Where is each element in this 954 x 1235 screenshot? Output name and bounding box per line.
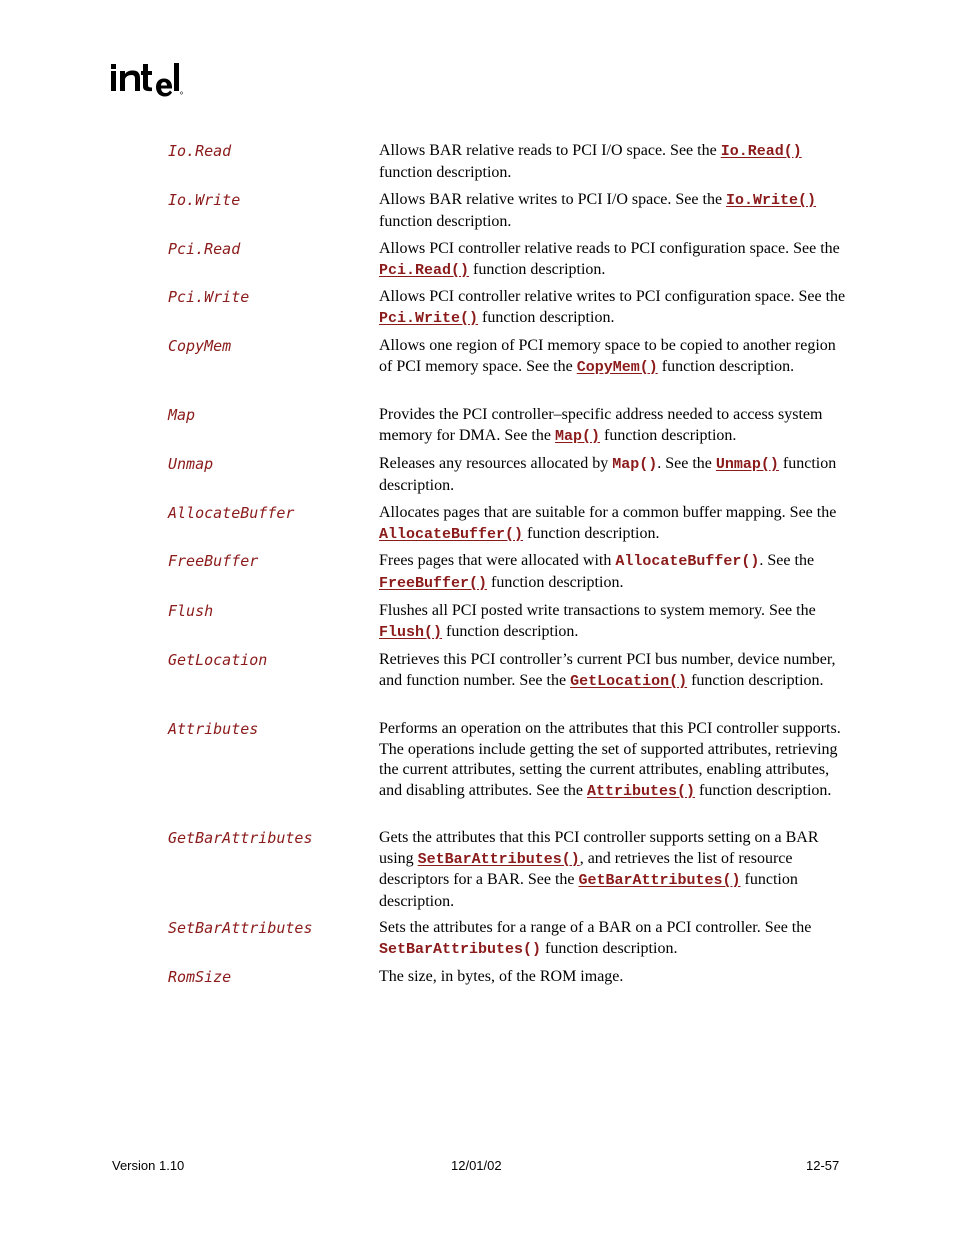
function-link[interactable]: Pci.Read()	[379, 261, 470, 279]
function-link[interactable]: Flush()	[379, 623, 443, 641]
field-name: Map	[168, 406, 196, 424]
field-name: RomSize	[168, 968, 232, 986]
function-link[interactable]: GetBarAttributes()	[578, 872, 741, 889]
function-link[interactable]: Io.Write()	[726, 192, 817, 209]
function-link[interactable]: Io.Read()	[720, 143, 802, 160]
field-description	[379, 719, 849, 802]
field-name: Io.Read	[168, 142, 232, 160]
field-description	[379, 967, 849, 988]
field-description	[379, 650, 849, 692]
field-description	[379, 405, 849, 447]
description-text: Allows BAR relative writes to PCI I/O space. See the	[379, 191, 727, 208]
description-text: function description.	[541, 939, 678, 957]
description-text: Allows one region of PCI memory space to be copied to another region of PCI memory space. See the	[379, 337, 836, 375]
description-text: Frees pages that were allocated with	[379, 552, 616, 569]
description-text: function description.	[379, 871, 798, 910]
description-text: function description.	[442, 622, 579, 640]
function-link[interactable]: Unmap()	[715, 456, 779, 473]
description-text: function description.	[694, 781, 832, 799]
field-description	[379, 141, 849, 183]
field-name: GetBarAttributes	[168, 829, 313, 847]
field-description	[379, 918, 849, 960]
field-name: FreeBuffer	[168, 552, 259, 570]
description-text: Flushes all PCI posted write transactions to system memory. See the	[379, 602, 816, 619]
function-link[interactable]: Map()	[554, 427, 600, 445]
description-text: Provides the PCI controller–specific address needed to access system memory for DMA. See the	[379, 406, 823, 444]
intel-logo	[110, 56, 184, 102]
function-link[interactable]: Attributes()	[586, 782, 695, 800]
field-name: GetLocation	[168, 651, 268, 669]
description-text: Gets the attributes that this PCI controller supports setting on a BAR using	[379, 829, 819, 867]
footer-date: 12/01/02	[451, 1158, 502, 1173]
field-description	[379, 190, 849, 232]
footer-version: Version 1.10	[112, 1158, 185, 1173]
description-text: Releases any resources allocated by	[379, 455, 613, 472]
field-name: AllocateBuffer	[168, 504, 295, 522]
field-name: Attributes	[168, 720, 259, 738]
function-link[interactable]: CopyMem()	[576, 358, 658, 376]
function-name: AllocateBuffer()	[615, 553, 760, 570]
function-link[interactable]: GetLocation()	[570, 672, 688, 690]
field-description	[379, 551, 849, 594]
description-text: . See the	[657, 455, 716, 472]
footer-page-number: 12-57	[806, 1158, 840, 1173]
description-text: function description.	[487, 573, 624, 591]
description-text: . See the	[759, 552, 815, 569]
field-description	[379, 503, 849, 545]
field-description	[379, 336, 849, 378]
description-text: function description.	[379, 455, 837, 494]
description-text: Allows PCI controller relative writes to PCI configuration space. See the	[379, 288, 846, 305]
field-name: CopyMem	[168, 337, 232, 355]
field-name: Pci.Read	[168, 240, 241, 258]
description-text: function description.	[469, 260, 606, 278]
description-text: The size, in bytes, of the ROM image.	[379, 968, 624, 985]
function-name: Map()	[612, 456, 658, 473]
function-link[interactable]: SetBarAttributes()	[417, 850, 580, 868]
field-description	[379, 239, 849, 281]
function-link[interactable]: Pci.Write()	[379, 309, 479, 327]
field-name: Unmap	[168, 455, 214, 473]
description-text: Retrieves this PCI controller’s current PCI bus number, device number, and function number. See the	[379, 651, 836, 689]
description-text: function description.	[379, 163, 512, 181]
field-description	[379, 287, 849, 329]
function-name: SetBarAttributes()	[379, 940, 542, 958]
field-name: Io.Write	[168, 191, 241, 209]
field-name: SetBarAttributes	[168, 919, 313, 937]
description-text: Performs an operation on the attributes that this PCI controller supports. The operations include getting the set of supported attributes, retrieving the current attributes, setting the current attributes, enabling attributes, and disabling attributes. See the	[379, 720, 841, 799]
description-text: function description.	[478, 308, 615, 326]
description-text: function description.	[599, 426, 737, 444]
description-text: Allows PCI controller relative reads to PCI configuration space. See the	[379, 240, 840, 257]
field-description	[379, 601, 849, 643]
field-name: Pci.Write	[168, 288, 250, 306]
description-text: Allocates pages that are suitable for a common buffer mapping. See the	[379, 504, 837, 521]
field-description	[379, 828, 849, 912]
field-name: Flush	[168, 602, 214, 620]
function-link[interactable]: AllocateBuffer()	[379, 525, 524, 543]
description-text: , and retrieves the list of resource descriptors for a BAR. See the	[379, 849, 793, 888]
description-text: function description.	[657, 357, 795, 375]
intel-logo-mark	[110, 56, 184, 102]
description-text: Sets the attributes for a range of a BAR on a PCI controller. See the	[379, 919, 812, 936]
description-text: Allows BAR relative reads to PCI I/O space. See the	[379, 142, 721, 159]
function-link[interactable]: FreeBuffer()	[379, 574, 488, 592]
description-text: function description.	[523, 524, 660, 542]
description-text: function description.	[687, 671, 824, 689]
description-text: function description.	[379, 212, 512, 230]
field-description	[379, 454, 849, 496]
